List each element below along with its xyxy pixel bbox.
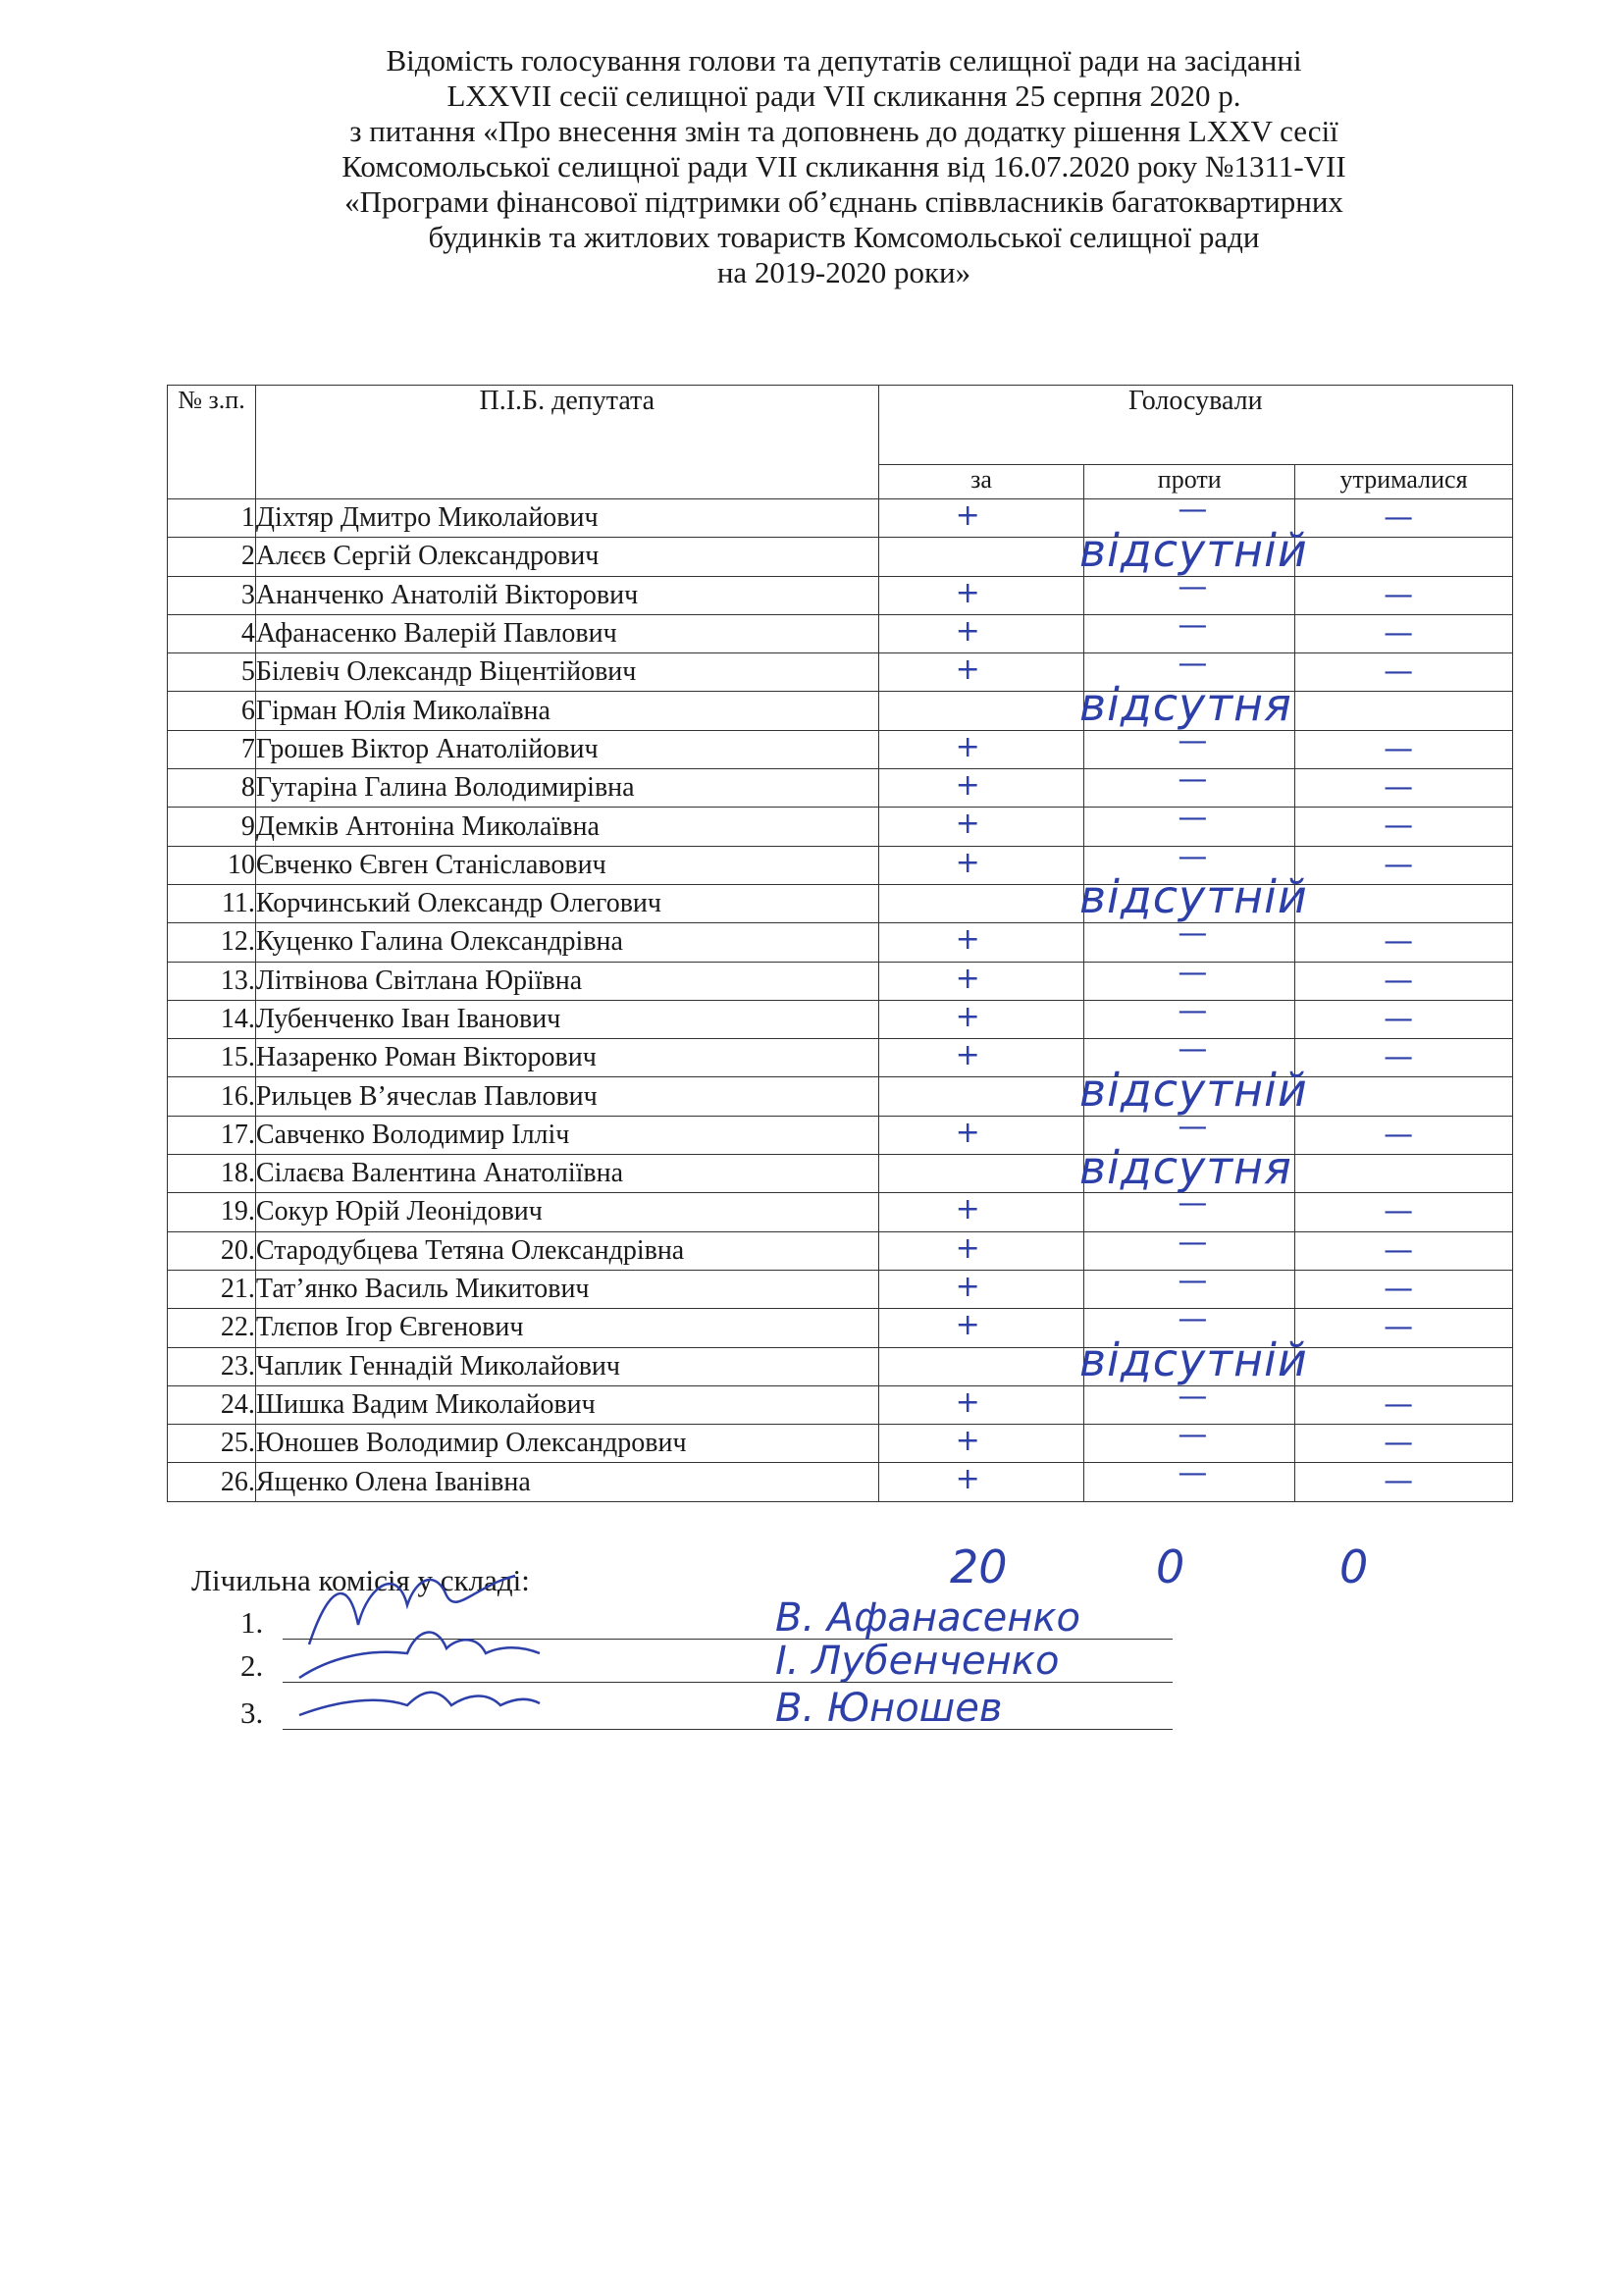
vote-for-cell — [878, 1000, 1084, 1038]
row-number: 2 — [168, 538, 256, 576]
header-line: «Програми фінансової підтримки об’єднань співвласників багатоквартирних — [344, 184, 1343, 219]
signature-scribble — [289, 1656, 545, 1745]
vote-for-cell — [878, 769, 1084, 808]
counting-commission-label: Лічильна комісія у складі: — [191, 1563, 530, 1597]
dash-mark: — — [1384, 1232, 1414, 1268]
plus-mark: + — [955, 768, 980, 804]
row-number: 8 — [168, 769, 256, 808]
deputy-name: Гутаріна Галина Володимирівна — [255, 769, 878, 808]
deputy-name: Корчинський Олександр Олегович — [255, 884, 878, 922]
commission-member — [240, 1686, 1173, 1735]
table-row — [168, 884, 1513, 922]
vote-abstained-cell — [1295, 653, 1513, 692]
vote-abstained-cell — [1295, 808, 1513, 846]
deputy-name: Білевіч Олександр Віцентійович — [255, 653, 878, 692]
member-number: 1. — [240, 1605, 264, 1640]
dash-mark: — — [1178, 1379, 1208, 1414]
dash-mark: — — [1384, 1117, 1414, 1152]
absent-note: відсутній — [1079, 523, 1308, 577]
table-row — [168, 1425, 1513, 1463]
vote-for-cell — [878, 1309, 1084, 1347]
document-header — [196, 43, 1492, 290]
deputy-name: Афанасенко Валерій Павлович — [255, 614, 878, 652]
vote-abstained-cell — [1295, 1309, 1513, 1347]
vote-for-cell — [878, 1385, 1084, 1424]
dash-mark: — — [1178, 647, 1208, 682]
header-line: з питання «Про внесення змін та доповнень до додатку рішення LXXV сесії — [349, 114, 1338, 148]
dash-mark: — — [1384, 847, 1414, 882]
vote-against-cell — [1084, 647, 1295, 692]
dash-mark: — — [1178, 1263, 1208, 1298]
plus-mark: + — [955, 652, 980, 688]
row-number: 18. — [168, 1155, 256, 1193]
plus-mark: + — [955, 1038, 980, 1073]
dash-mark: — — [1178, 1186, 1208, 1222]
deputy-name: Юношев Володимир Олександрович — [255, 1425, 878, 1463]
member-name: І. Лубенченко — [775, 1639, 1060, 1684]
row-number: 24. — [168, 1385, 256, 1424]
plus-mark: + — [955, 613, 980, 649]
dash-mark: — — [1178, 493, 1208, 527]
vote-for-cell — [878, 1077, 1084, 1116]
total-for: 20 — [950, 1540, 1008, 1593]
table-row — [168, 1039, 1513, 1077]
voting-table — [167, 385, 1513, 1502]
row-number: 22. — [168, 1309, 256, 1347]
deputy-name: Савченко Володимир Ілліч — [255, 1116, 878, 1154]
deputy-name: Євченко Євген Станіславович — [255, 846, 878, 884]
vote-abstained-cell — [1295, 1077, 1513, 1116]
vote-abstained-cell — [1295, 769, 1513, 808]
vote-for-cell — [878, 846, 1084, 884]
plus-mark: + — [955, 999, 980, 1034]
deputy-name: Сілаєва Валентина Анатоліївна — [255, 1155, 878, 1193]
deputy-name: Алєєв Сергій Олександрович — [255, 538, 878, 576]
plus-mark: + — [955, 1308, 980, 1343]
vote-abstained-cell — [1295, 962, 1513, 1000]
row-number: 5 — [168, 653, 256, 692]
dash-mark: — — [1384, 1426, 1414, 1461]
vote-abstained-cell — [1295, 1155, 1513, 1193]
table-row — [168, 1347, 1513, 1385]
vote-for-cell — [878, 614, 1084, 652]
vote-abstained-cell — [1295, 1270, 1513, 1308]
absent-note: відсутній — [1079, 1063, 1308, 1117]
table-row — [168, 576, 1513, 614]
plus-mark: + — [955, 575, 980, 610]
deputy-name: Лубенченко Іван Іванович — [255, 1000, 878, 1038]
row-number: 3 — [168, 576, 256, 614]
vote-against-cell — [1084, 1109, 1295, 1154]
row-number: 20. — [168, 1231, 256, 1270]
vote-for-cell — [878, 653, 1084, 692]
vote-for-cell — [878, 1347, 1084, 1385]
header-line: LXXVII сесії селищної ради VII скликання 25 серпня 2020 р. — [446, 78, 1241, 113]
absent-note: відсутня — [1079, 1140, 1292, 1194]
vote-for-cell — [878, 499, 1084, 538]
vote-abstained-cell — [1295, 1039, 1513, 1077]
dash-mark: — — [1178, 607, 1208, 643]
table-row — [168, 1077, 1513, 1116]
vote-for-cell — [878, 1463, 1084, 1501]
row-number: 21. — [168, 1270, 256, 1308]
header-deputy-name: П.І.Б. депутата — [255, 386, 878, 499]
dash-mark: — — [1384, 924, 1414, 960]
plus-mark: + — [955, 807, 980, 842]
row-number: 25. — [168, 1425, 256, 1463]
header-line: Відомість голосування голови та депутатів селищної ради на засіданні — [386, 43, 1302, 78]
plus-mark: + — [955, 1230, 980, 1266]
vote-abstained-cell — [1295, 499, 1513, 538]
vote-for-cell — [878, 1039, 1084, 1077]
row-number: 17. — [168, 1116, 256, 1154]
vote-abstained-cell — [1295, 730, 1513, 768]
absent-note: відсутній — [1079, 870, 1308, 924]
table-row — [168, 923, 1513, 962]
vote-for-cell — [878, 1116, 1084, 1154]
table-row — [168, 1155, 1513, 1193]
dash-mark: — — [1384, 1040, 1414, 1075]
row-number: 13. — [168, 962, 256, 1000]
vote-abstained-cell — [1295, 1385, 1513, 1424]
deputy-name: Грошев Віктор Анатолійович — [255, 730, 878, 768]
dash-mark: — — [1384, 500, 1414, 535]
dash-mark: — — [1178, 1456, 1208, 1491]
vote-abstained-cell — [1295, 1193, 1513, 1231]
deputy-name: Шишка Вадим Миколайович — [255, 1385, 878, 1424]
row-number: 15. — [168, 1039, 256, 1077]
dash-mark: — — [1178, 955, 1208, 990]
table-row — [168, 846, 1513, 884]
total-abstained: 0 — [1339, 1540, 1369, 1593]
row-number: 23. — [168, 1347, 256, 1385]
dash-mark: — — [1178, 1032, 1208, 1068]
vote-for-cell — [878, 962, 1084, 1000]
deputy-name: Тлєпов Ігор Євгенович — [255, 1309, 878, 1347]
deputy-name: Літвінова Світлана Юріївна — [255, 962, 878, 1000]
deputy-name: Гірман Юлія Миколаївна — [255, 692, 878, 730]
plus-mark: + — [955, 1424, 980, 1459]
dash-mark: — — [1384, 1310, 1414, 1345]
vote-abstained-cell — [1295, 614, 1513, 652]
vote-against-cell — [1084, 839, 1295, 884]
header-against: проти — [1084, 465, 1295, 499]
plus-mark: + — [955, 498, 980, 533]
vote-abstained-cell — [1295, 923, 1513, 962]
dash-mark: — — [1384, 654, 1414, 690]
vote-for-cell — [878, 692, 1084, 730]
dash-mark: — — [1178, 839, 1208, 874]
dash-mark: — — [1178, 569, 1208, 604]
dash-mark: — — [1384, 577, 1414, 612]
row-number: 12. — [168, 923, 256, 962]
vote-for-cell — [878, 808, 1084, 846]
member-name: В. Афанасенко — [775, 1595, 1080, 1641]
absent-note: відсутня — [1079, 677, 1292, 731]
table-row — [168, 1116, 1513, 1154]
vote-abstained-cell — [1295, 1347, 1513, 1385]
dash-mark: — — [1384, 731, 1414, 766]
table-row — [168, 769, 1513, 808]
vote-against-cell — [1084, 1032, 1295, 1077]
deputy-name: Чаплик Геннадій Миколайович — [255, 1347, 878, 1385]
row-number: 10 — [168, 846, 256, 884]
vote-abstained-cell — [1295, 576, 1513, 614]
plus-mark: + — [955, 922, 980, 958]
deputy-name: Стародубцева Тетяна Олександрівна — [255, 1231, 878, 1270]
vote-abstained-cell — [1295, 846, 1513, 884]
vote-for-cell — [878, 923, 1084, 962]
row-number: 11. — [168, 884, 256, 922]
header-line: будинків та житлових товариств Комсомольської селищної ради — [428, 220, 1260, 254]
vote-for-cell — [878, 538, 1084, 576]
table-row — [168, 499, 1513, 538]
dash-mark: — — [1384, 770, 1414, 806]
table-row — [168, 808, 1513, 846]
dash-mark: — — [1178, 1302, 1208, 1337]
table-row — [168, 1270, 1513, 1308]
vote-abstained-cell — [1295, 1116, 1513, 1154]
table-row — [168, 730, 1513, 768]
table-row — [168, 692, 1513, 730]
vote-for-cell — [878, 1193, 1084, 1231]
table-row — [168, 1309, 1513, 1347]
vote-for-cell — [878, 576, 1084, 614]
dash-mark: — — [1178, 1109, 1208, 1144]
table-row — [168, 1193, 1513, 1231]
dash-mark: — — [1384, 1194, 1414, 1229]
header-for: за — [878, 465, 1084, 499]
table-row — [168, 962, 1513, 1000]
vote-abstained-cell — [1295, 1231, 1513, 1270]
row-number: 19. — [168, 1193, 256, 1231]
vote-for-cell — [878, 1231, 1084, 1270]
plus-mark: + — [955, 961, 980, 996]
header-number: № з.п. — [168, 386, 256, 499]
table-row — [168, 1385, 1513, 1424]
table-row — [168, 1000, 1513, 1038]
row-number: 4 — [168, 614, 256, 652]
table-row — [168, 614, 1513, 652]
deputy-name: Ященко Олена Іванівна — [255, 1463, 878, 1501]
row-number: 9 — [168, 808, 256, 846]
vote-abstained-cell — [1295, 1463, 1513, 1501]
deputy-name: Рильцев В’ячеслав Павлович — [255, 1077, 878, 1116]
vote-abstained-cell — [1295, 1000, 1513, 1038]
vote-abstained-cell — [1295, 1425, 1513, 1463]
plus-mark: + — [955, 729, 980, 764]
dash-mark: — — [1178, 762, 1208, 798]
row-number: 16. — [168, 1077, 256, 1116]
vote-for-cell — [878, 1425, 1084, 1463]
member-number: 2. — [240, 1648, 264, 1683]
vote-for-cell — [878, 730, 1084, 768]
vote-for-cell — [878, 1270, 1084, 1308]
table-row — [168, 653, 1513, 692]
deputy-name: Ананченко Анатолій Вікторович — [255, 576, 878, 614]
vote-against-cell — [1084, 1456, 1295, 1501]
vote-against-cell — [1084, 493, 1295, 538]
deputy-name: Сокур Юрій Леонідович — [255, 1193, 878, 1231]
total-against: 0 — [1156, 1540, 1185, 1593]
vote-abstained-cell — [1295, 884, 1513, 922]
header-line: Комсомольської селищної ради VII скликання від 16.07.2020 року №1311-VII — [341, 149, 1346, 183]
plus-mark: + — [955, 845, 980, 880]
dash-mark: — — [1384, 808, 1414, 844]
plus-mark: + — [955, 1269, 980, 1304]
plus-mark: + — [955, 1115, 980, 1150]
table-row — [168, 538, 1513, 576]
row-number: 6 — [168, 692, 256, 730]
dash-mark: — — [1178, 993, 1208, 1028]
row-number: 14. — [168, 1000, 256, 1038]
deputy-name: Діхтяр Дмитро Миколайович — [255, 499, 878, 538]
vote-against-cell — [1084, 1302, 1295, 1347]
vote-abstained-cell — [1295, 538, 1513, 576]
member-number: 3. — [240, 1695, 264, 1730]
deputy-name: Демків Антоніна Миколаївна — [255, 808, 878, 846]
table-row — [168, 1463, 1513, 1501]
deputy-name: Тат’янко Василь Микитович — [255, 1270, 878, 1308]
dash-mark: — — [1178, 1418, 1208, 1453]
dash-mark: — — [1384, 1001, 1414, 1036]
plus-mark: + — [955, 1384, 980, 1420]
header-abstained: утрималися — [1295, 465, 1513, 499]
dash-mark: — — [1384, 1271, 1414, 1306]
dash-mark: — — [1384, 1386, 1414, 1422]
dash-mark: — — [1384, 615, 1414, 651]
dash-mark: — — [1178, 1225, 1208, 1260]
row-number: 7 — [168, 730, 256, 768]
dash-mark: — — [1178, 916, 1208, 952]
header-line: на 2019-2020 роки» — [716, 255, 971, 289]
dash-mark: — — [1178, 801, 1208, 836]
deputy-name: Куценко Галина Олександрівна — [255, 923, 878, 962]
dash-mark: — — [1384, 963, 1414, 998]
plus-mark: + — [955, 1462, 980, 1497]
absent-note: відсутній — [1079, 1333, 1308, 1387]
header-voted: Голосували — [878, 386, 1512, 465]
dash-mark: — — [1178, 723, 1208, 758]
row-number: 26. — [168, 1463, 256, 1501]
vote-for-cell — [878, 884, 1084, 922]
vote-for-cell — [878, 1155, 1084, 1193]
row-number: 1 — [168, 499, 256, 538]
plus-mark: + — [955, 1192, 980, 1227]
deputy-name: Назаренко Роман Вікторович — [255, 1039, 878, 1077]
member-name: В. Юношев — [775, 1686, 1003, 1731]
table-row — [168, 1231, 1513, 1270]
vote-abstained-cell — [1295, 692, 1513, 730]
dash-mark: — — [1384, 1464, 1414, 1499]
